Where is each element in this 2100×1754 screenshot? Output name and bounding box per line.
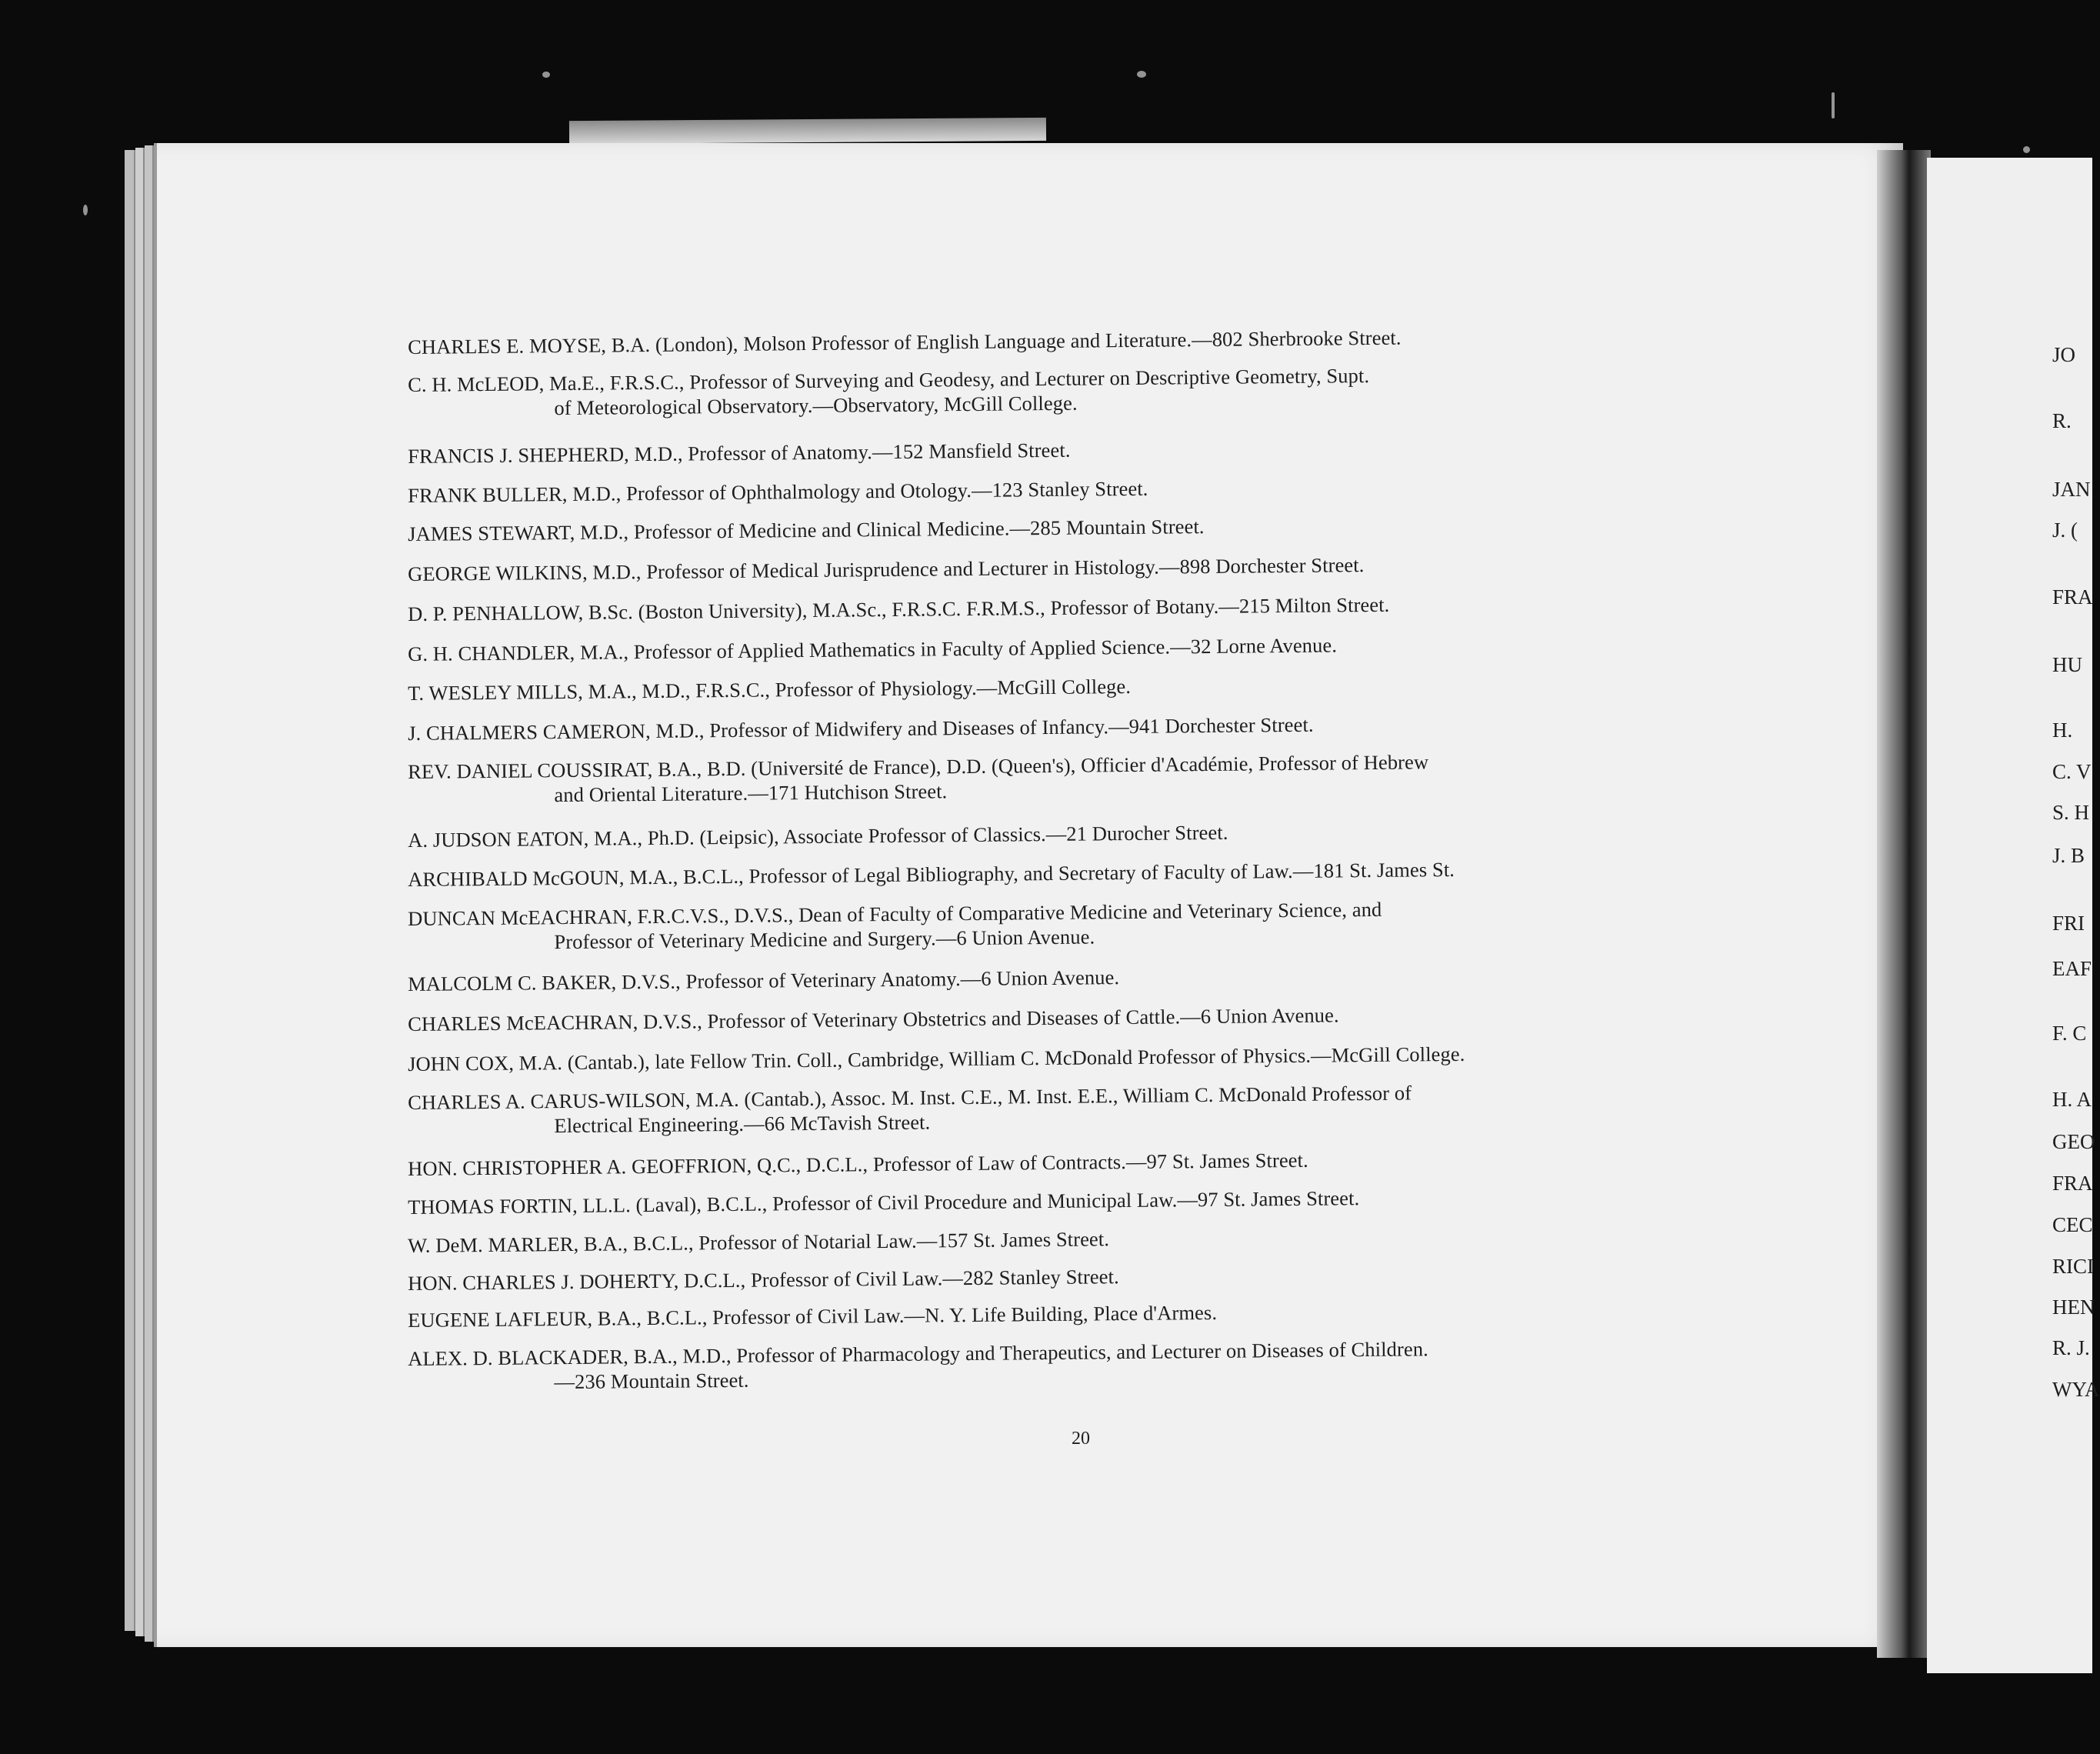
directory-entry bbox=[408, 629, 1754, 666]
entry-line: D. P. PENHALLOW, B.Sc. (Boston University), M.A.Sc., F.R.S.C. F.R.M.S., Professor of Botany.—215 Milton Street. bbox=[408, 592, 1390, 625]
entry-line: CHARLES E. MOYSE, B.A. (London), Molson Professor of English Language and Literature.—802 Sherbrooke Street. bbox=[408, 325, 1402, 358]
facing-line: HEN bbox=[2052, 1295, 2095, 1319]
facing-line: S. H bbox=[2052, 801, 2090, 824]
facing-line: F. C bbox=[2052, 1022, 2087, 1045]
directory-entry bbox=[408, 959, 1754, 996]
entry-line: EUGENE LAFLEUR, B.A., B.C.L., Professor of Civil Law.—N. Y. Life Building, Place d'Armes. bbox=[408, 1300, 1218, 1332]
entry-line: T. WESLEY MILLS, M.A., M.D., F.R.S.C., Professor of Physiology.—McGill College. bbox=[408, 674, 1132, 705]
facing-line: J. B bbox=[2052, 844, 2085, 867]
entry-line: G. H. CHANDLER, M.A., Professor of Applied Mathematics in Faculty of Applied Science.—32 Lorne Avenue. bbox=[408, 633, 1338, 665]
entry-line: CHARLES McEACHRAN, D.V.S., Professor of Veterinary Obstetrics and Diseases of Cattle.—6 Union Avenue. bbox=[408, 1003, 1339, 1035]
directory-entry bbox=[408, 668, 1754, 705]
facing-line: FRA bbox=[2052, 1172, 2093, 1195]
entry-line: FRANK BULLER, M.D., Professor of Ophthalmology and Otology.—123 Stanley Street. bbox=[408, 476, 1148, 507]
entry-continuation: Electrical Engineering.—66 McTavish Street. bbox=[554, 1110, 931, 1138]
facing-line: R. bbox=[2052, 409, 2072, 432]
directory-entry bbox=[408, 431, 1754, 469]
directory-entry bbox=[408, 854, 1754, 892]
directory-entry bbox=[408, 322, 1754, 359]
entry-line: HON. CHARLES J. DOHERTY, D.C.L., Professor of Civil Law.—282 Stanley Street. bbox=[408, 1265, 1119, 1295]
entry-line: W. DeM. MARLER, B.A., B.C.L., Professor of Notarial Law.—157 St. James Street. bbox=[408, 1227, 1110, 1257]
directory-entry bbox=[408, 746, 1755, 809]
entry-line: JOHN COX, M.A. (Cantab.), late Fellow Trin. Coll., Cambridge, William C. McDonald Professor of Physics.—McGill College. bbox=[408, 1042, 1465, 1075]
facing-line: FRA bbox=[2052, 585, 2093, 609]
directory-entry bbox=[408, 1039, 1754, 1076]
entry-line: ALEX. D. BLACKADER, B.A., M.D., Professor of Pharmacology and Therapeutics, and Lecturer on Diseases of Children. bbox=[408, 1337, 1428, 1370]
directory-entry bbox=[408, 1182, 1754, 1219]
directory-entry bbox=[408, 1143, 1754, 1181]
entry-continuation: and Oriental Literature.—171 Hutchison Street. bbox=[554, 779, 948, 807]
directory-entry bbox=[408, 1295, 1754, 1332]
directory-entry bbox=[408, 470, 1754, 508]
entry-line: THOMAS FORTIN, LL.L. (Laval), B.C.L., Professor of Civil Procedure and Municipal Law.—97 St. James Street. bbox=[408, 1186, 1360, 1219]
entry-line: A. JUDSON EATON, M.A., Ph.D. (Leipsic), Associate Professor of Classics.—21 Durocher Street. bbox=[408, 820, 1228, 852]
directory-entry bbox=[408, 893, 1755, 955]
entry-line: MALCOLM C. BAKER, D.V.S., Professor of Veterinary Anatomy.—6 Union Avenue. bbox=[408, 965, 1120, 995]
facing-line: C. V bbox=[2052, 760, 2092, 783]
facing-line: WYA bbox=[2052, 1378, 2100, 1401]
facing-line: HU bbox=[2052, 653, 2082, 676]
directory-entry bbox=[408, 359, 1755, 422]
directory-entry bbox=[408, 1333, 1755, 1396]
facing-line: GEO bbox=[2052, 1130, 2095, 1153]
directory-entry bbox=[408, 549, 1754, 586]
directory-entry bbox=[408, 815, 1754, 852]
facing-line: H. A bbox=[2052, 1088, 2092, 1111]
directory-entry bbox=[408, 1258, 1754, 1295]
entry-line: CHARLES A. CARUS-WILSON, M.A. (Cantab.), Assoc. M. Inst. C.E., M. Inst. E.E., William C. McDonald Professor of bbox=[408, 1081, 1412, 1114]
facing-line: RICI bbox=[2052, 1255, 2094, 1278]
directory-entry bbox=[408, 708, 1754, 745]
entry-continuation: —236 Mountain Street. bbox=[554, 1368, 749, 1394]
facing-line: EAF bbox=[2052, 957, 2092, 980]
directory-entry bbox=[408, 1077, 1755, 1139]
page-number: 20 bbox=[1072, 1429, 1090, 1449]
directory-entry bbox=[408, 1220, 1754, 1258]
entry-line: GEORGE WILKINS, M.D., Professor of Medical Jurisprudence and Lecturer in Histology.—898 Dorchester Street. bbox=[408, 553, 1365, 585]
entry-continuation: of Meteorological Observatory.—Observatory, McGill College. bbox=[554, 391, 1078, 420]
entry-line: JAMES STEWART, M.D., Professor of Medicine and Clinical Medicine.—285 Mountain Street. bbox=[408, 515, 1205, 545]
entry-continuation: Professor of Veterinary Medicine and Surgery.—6 Union Avenue. bbox=[554, 925, 1095, 954]
directory-entry bbox=[408, 999, 1754, 1036]
facing-line: JAN bbox=[2052, 478, 2091, 501]
facing-line: CEC bbox=[2052, 1213, 2093, 1236]
entry-line: DUNCAN McEACHRAN, F.R.C.V.S., D.V.S., Dean of Faculty of Comparative Medicine and Veterinary Science, and bbox=[408, 897, 1382, 930]
facing-line: R. J. bbox=[2052, 1336, 2090, 1359]
entry-line: ARCHIBALD McGOUN, M.A., B.C.L., Professor of Legal Bibliography, and Secretary of Faculty of Law.—181 St. James St. bbox=[408, 857, 1455, 891]
directory-entry bbox=[408, 509, 1754, 546]
directory-entry bbox=[408, 589, 1754, 626]
entry-line: REV. DANIEL COUSSIRAT, B.A., B.D. (Université de France), D.D. (Queen's), Officier d'Académie, Professor of Hebrew bbox=[408, 750, 1429, 783]
facing-line: H. bbox=[2052, 719, 2073, 742]
entry-line: FRANCIS J. SHEPHERD, M.D., Professor of Anatomy.—152 Mansfield Street. bbox=[408, 438, 1071, 468]
facing-line: J. ( bbox=[2052, 519, 2078, 542]
facing-line: JO bbox=[2052, 343, 2076, 366]
facing-line: FRI bbox=[2052, 912, 2085, 935]
entry-line: HON. CHRISTOPHER A. GEOFFRION, Q.C., D.C.L., Professor of Law of Contracts.—97 St. James Street. bbox=[408, 1148, 1308, 1180]
entry-line: C. H. McLEOD, Ma.E., F.R.S.C., Professor of Surveying and Geodesy, and Lecturer on Descriptive Geometry, Supt. bbox=[408, 364, 1370, 396]
entry-line: J. CHALMERS CAMERON, M.D., Professor of Midwifery and Diseases of Infancy.—941 Dorchester Street. bbox=[408, 712, 1314, 745]
